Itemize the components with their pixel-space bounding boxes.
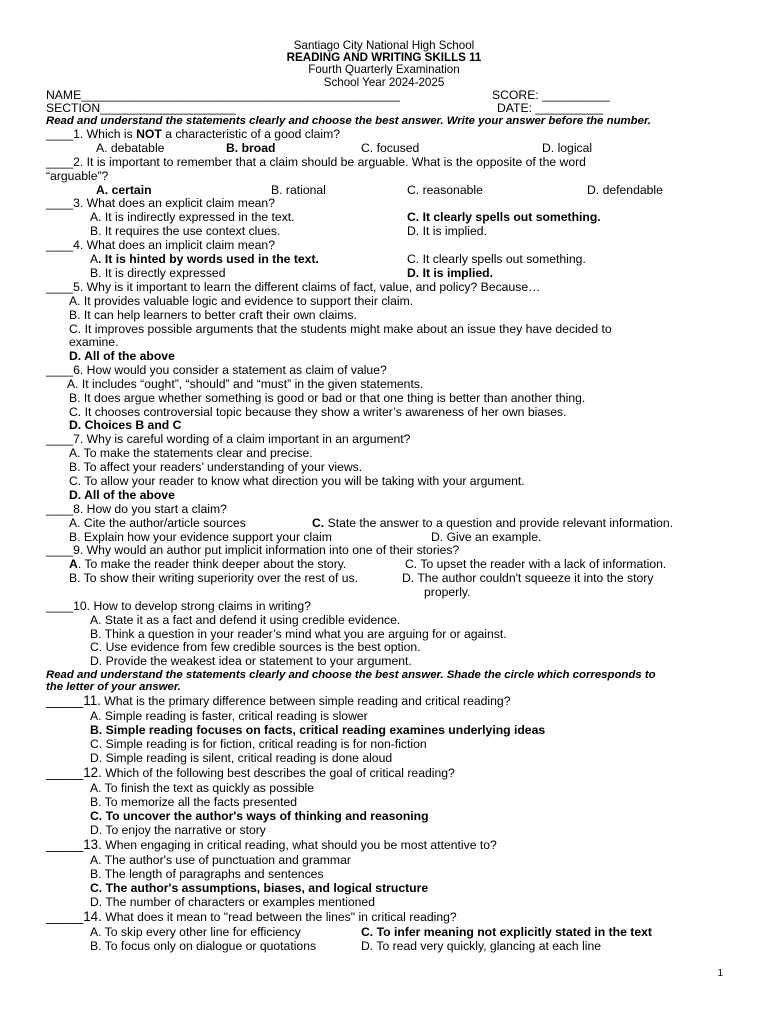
q3-option-c: C. It clearly spells out something.	[407, 210, 601, 224]
exam-title: Fourth Quarterly Examination	[308, 63, 460, 76]
q13-option-a: A. The author's use of punctuation and grammar	[90, 853, 351, 867]
q11-option-d: D. Simple reading is silent, critical reading is done aloud	[90, 751, 393, 765]
q12-option-c: C. To uncover the author's ways of thinking and reasoning	[90, 809, 429, 823]
q12-option-a: A. To finish the text as quickly as possible	[90, 781, 315, 795]
instructions-part2: Read and understand the statements clearly and choose the best answer. Shade the circle which corresponds to	[46, 669, 656, 681]
q3-option-b: B. It requires the use context clues.	[90, 224, 281, 238]
q6-option-c: C. It chooses controversial topic because they show a writer’s awareness of her own biases.	[69, 405, 567, 419]
q2-option-b: B. rational	[271, 183, 326, 197]
q7-option-a: A. To make the statements clear and precise.	[69, 446, 313, 460]
q14-option-c: C. To infer meaning not explicitly stated in the text	[361, 925, 652, 939]
q5-option-c-cont: examine.	[69, 335, 119, 349]
q3-option-a: A. It is indirectly expressed in the text.	[90, 210, 295, 224]
q8-option-a: A. Cite the author/article sources	[69, 516, 246, 530]
q9-option-b: B. To show their writing superiority over the rest of us.	[69, 571, 359, 585]
q3-option-d: D. It is implied.	[407, 224, 487, 238]
q11-option-b: B. Simple reading focuses on facts, critical reading examines underlying ideas	[90, 723, 546, 737]
question-12-stem: _____12. Which of the following best describes the goal of critical reading?	[46, 765, 455, 780]
q10-option-a: A. State it as a fact and defend it using credible evidence.	[90, 613, 401, 627]
question-13-stem: _____13. When engaging in critical reading, what should you be most attentive to?	[46, 837, 497, 852]
instructions-part1: Read and understand the statements clearly and choose the best answer. Write your answer before the number.	[46, 115, 651, 127]
q11-option-c: C. Simple reading is for fiction, critical reading is for non-fiction	[90, 737, 427, 751]
q10-option-c: C. Use evidence from few credible sources is the best option.	[90, 640, 421, 654]
q8-option-c: C. State the answer to a question and provide relevant information.	[312, 516, 674, 530]
question-4-stem: ____4. What does an implicit claim mean?	[46, 238, 275, 252]
q1-option-a: A. debatable	[96, 141, 165, 155]
q12-option-b: B. To memorize all the facts presented	[90, 795, 298, 809]
date-field: DATE: __________	[497, 101, 604, 115]
q2-option-a: A. certain	[96, 183, 152, 197]
question-2-stem-cont: “arguable”?	[46, 169, 109, 183]
q14-option-a: A. To skip every other line for efficiency	[90, 925, 301, 939]
question-7-stem: ____7. Why is careful wording of a claim important in an argument?	[46, 432, 411, 446]
q14-option-b: B. To focus only on dialogue or quotations	[90, 939, 317, 953]
q13-option-c: C. The author's assumptions, biases, and logical structure	[90, 881, 429, 895]
instructions-part2-cont: the letter of your answer.	[46, 681, 181, 693]
q11-option-a: A. Simple reading is faster, critical reading is slower	[90, 709, 368, 723]
question-6-stem: ____6. How would you consider a statement as claim of value?	[46, 363, 387, 377]
question-1-stem: ____1. Which is NOT a characteristic of a good claim?	[46, 127, 341, 141]
question-8-stem: ____8. How do you start a claim?	[46, 502, 227, 516]
section-field: SECTION____________________	[46, 101, 236, 115]
q8-option-b: B. Explain how your evidence support your claim	[69, 530, 332, 544]
q7-option-c: C. To allow your reader to know what direction you will be taking with your argument.	[69, 474, 525, 488]
q2-option-d: D. defendable	[587, 183, 663, 197]
q6-option-b: B. It does argue whether something is good or bad or that one thing is better than another thing.	[69, 391, 586, 405]
q9-option-d: D. The author couldn't squeeze it into the story	[402, 571, 654, 585]
q5-option-a: A. It provides valuable logic and evidence to support their claim.	[69, 294, 414, 308]
q7-option-b: B. To affect your readers’ understanding of your views.	[69, 460, 363, 474]
q6-option-a: A. It includes “ought”, “should” and “must” in the given statements.	[67, 377, 424, 391]
school-year: School Year 2024-2025	[323, 76, 445, 89]
school-name: Santiago City National High School	[293, 39, 475, 52]
q7-option-d: D. All of the above	[69, 488, 175, 502]
q4-option-d: D. It is implied.	[407, 266, 494, 280]
q5-option-d: D. All of the above	[69, 349, 175, 363]
q5-option-c: C. It improves possible arguments that the students might make about an issue they have decided to	[69, 322, 612, 336]
question-10-stem: ____10. How to develop strong claims in writing?	[46, 599, 311, 613]
question-14-stem: _____14. What does it mean to "read between the lines" in critical reading?	[46, 909, 457, 924]
q9-option-c: C. To upset the reader with a lack of information.	[405, 557, 667, 571]
q1-option-b: B. broad	[226, 141, 276, 155]
question-3-stem: ____3. What does an explicit claim mean?	[46, 196, 275, 210]
score-field: SCORE: __________	[492, 88, 610, 102]
q1-option-c: C. focused	[361, 141, 420, 155]
q6-option-d: D. Choices B and C	[69, 418, 182, 432]
q13-option-d: D. The number of characters or examples mentioned	[90, 895, 375, 909]
name-field: NAME_______________________________________________	[46, 88, 400, 102]
q8-option-d: D. Give an example.	[431, 530, 542, 544]
q13-option-b: B. The length of paragraphs and sentences	[90, 867, 324, 881]
question-11-stem: _____11. What is the primary difference between simple reading and critical reading?	[46, 693, 511, 708]
q14-option-d: D. To read very quickly, glancing at each line	[361, 939, 602, 953]
q12-option-d: D. To enjoy the narrative or story	[90, 823, 266, 837]
q9-option-d-cont: properly.	[424, 585, 471, 599]
q4-option-c: C. It clearly spells out something.	[407, 252, 586, 266]
subject-title: READING AND WRITING SKILLS 11	[286, 51, 482, 64]
q4-option-a: A. It is hinted by words used in the text.	[90, 252, 319, 266]
q10-option-b: B. Think a question in your reader’s mind what you are arguing for or against.	[90, 627, 507, 641]
page-number: 1	[717, 968, 723, 979]
q10-option-d: D. Provide the weakest idea or statement to your argument.	[90, 654, 412, 668]
q4-option-b: B. It is directly expressed	[90, 266, 226, 280]
question-5-stem: ____5. Why is it important to learn the different claims of fact, value, and policy? Because…	[46, 280, 541, 294]
q1-option-d: D. logical	[542, 141, 593, 155]
question-9-stem: ____9. Why would an author put implicit information into one of their stories?	[46, 543, 460, 557]
q5-option-b: B. It can help learners to better craft their own claims.	[69, 308, 357, 322]
q2-option-c: C. reasonable	[407, 183, 483, 197]
question-2-stem: ____2. It is important to remember that a claim should be arguable. What is the opposite of the word	[46, 155, 586, 169]
q9-option-a: A. To make the reader think deeper about the story.	[69, 557, 347, 571]
